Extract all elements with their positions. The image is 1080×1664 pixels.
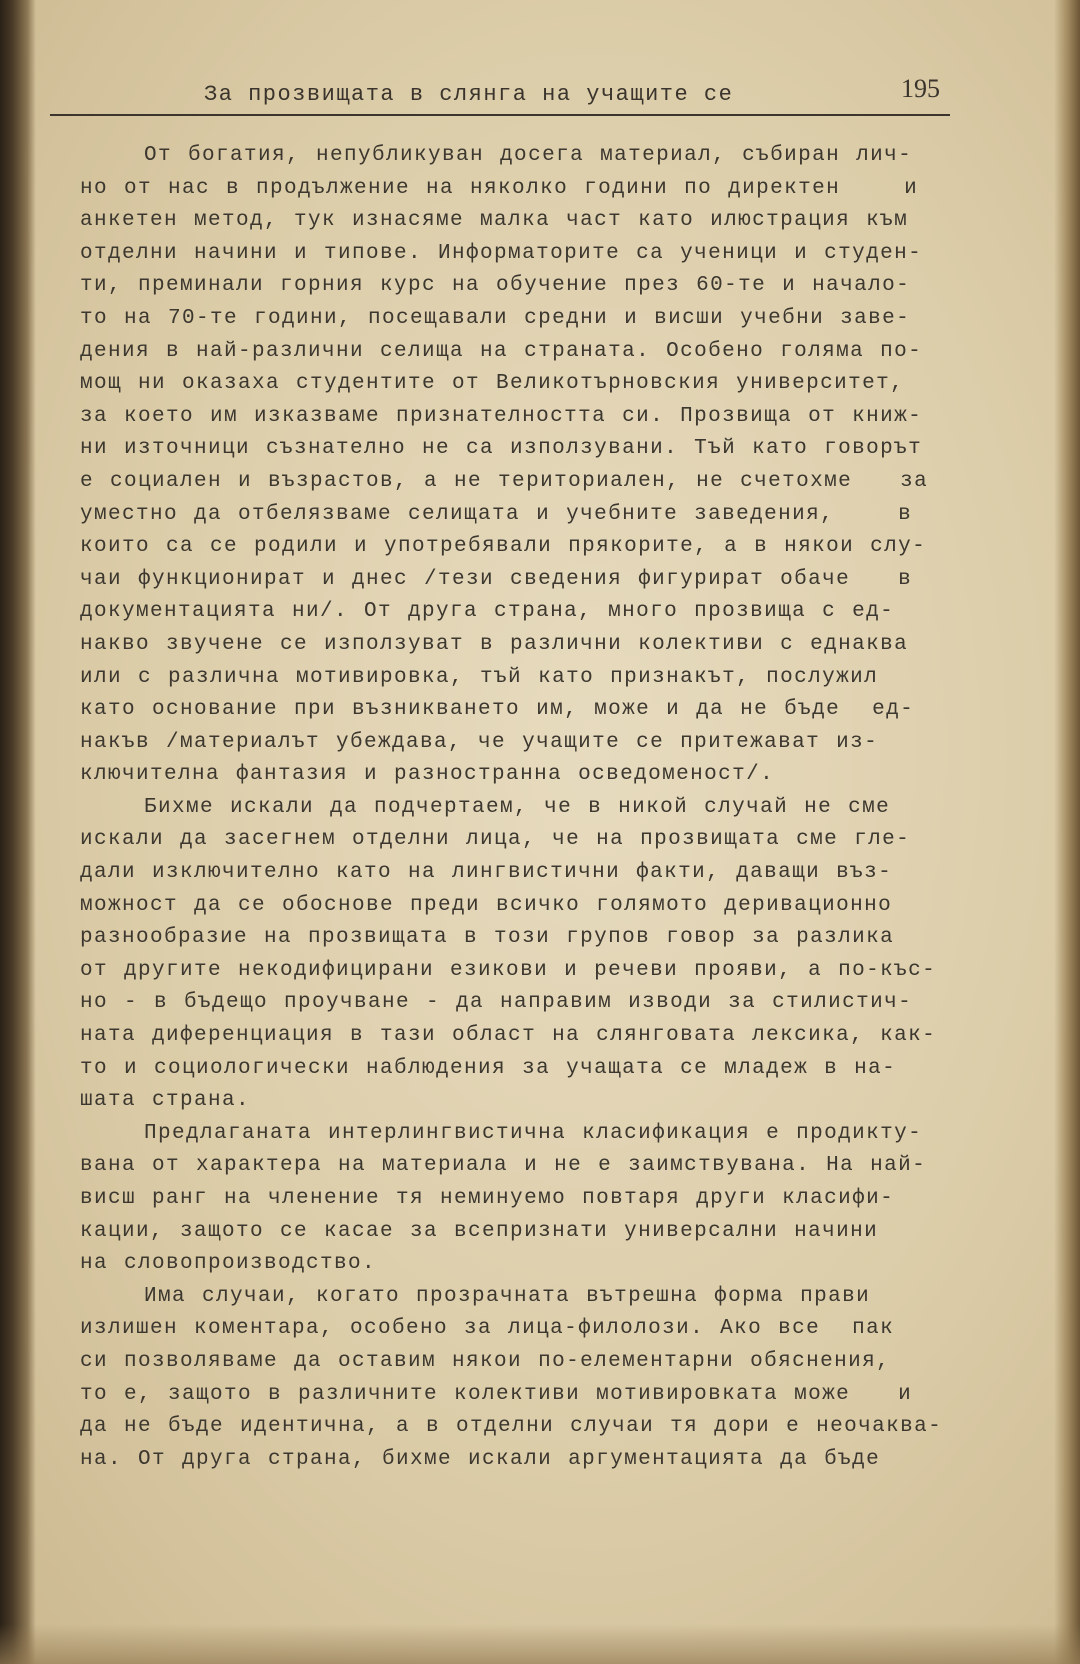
text-line: си позволяваме да оставим някои по-елементарни обяснения, bbox=[80, 1349, 891, 1373]
text-line: можност да се обоснове преди всичко голямото деривационно bbox=[80, 893, 893, 917]
text-line: дения в най-различни селища на страната. Особено голяма по- bbox=[80, 339, 923, 363]
text-line: кации, защото се касае за всепризнати универсални начини bbox=[80, 1219, 879, 1243]
text-line: като основание при възникването им, може и да не бъде ед- bbox=[80, 698, 915, 722]
text-line: ти, преминали горния курс на обучение през 60-те и начало- bbox=[80, 274, 911, 298]
binding-shadow bbox=[0, 0, 36, 1664]
text-line: които са се родили и употребявали прякорите, а в някои слу- bbox=[80, 535, 927, 559]
text-line: чаи функционират и днес /тези сведения фигурират обаче в bbox=[80, 567, 913, 591]
text-line: висш ранг на членение тя неминуемо повтаря други класифи- bbox=[80, 1187, 895, 1210]
text-line: отделни начини и типове. Информаторите са ученици и студен- bbox=[80, 241, 923, 265]
page-edge-right bbox=[1054, 0, 1080, 1664]
text-line: но - в бъдещо проучване - да направим изводи за стилистич- bbox=[80, 991, 913, 1015]
text-line: или с различна мотивировка, тъй като признакът, послужил bbox=[80, 665, 879, 689]
page-edge-bottom bbox=[0, 1624, 1080, 1664]
header-rule bbox=[50, 114, 950, 116]
text-line: накъв /материалът убеждава, че учащите се притежават из- bbox=[80, 730, 879, 754]
text-line: От богатия, непубликуван досега материал, събиран лич- bbox=[80, 144, 913, 167]
text-line: да не бъде идентична, а в отделни случаи тя дори е неочаква- bbox=[80, 1415, 943, 1439]
text-line: шата страна. bbox=[80, 1089, 251, 1113]
text-line: от другите некодифицирани езикови и речеви прояви, а по-къс- bbox=[80, 958, 937, 982]
text-line: е социален и възрастов, а не териториален, не счетохме за bbox=[80, 469, 929, 493]
text-line: ключителна фантазия и разностранна осведоменост/. bbox=[80, 763, 775, 787]
text-line: то и социологически наблюдения за учащата се младеж в на- bbox=[80, 1056, 897, 1080]
text-line: мощ ни оказаха студентите от Великотърновския университет, bbox=[80, 372, 905, 396]
text-line: искали да засегнем отделни лица, че на прозвищата сме гле- bbox=[80, 828, 911, 852]
text-line: за което им изказваме признателността си. Прозвища от книж- bbox=[80, 404, 923, 428]
text-line: ната диференциация в тази област на слянговата лексика, как- bbox=[80, 1024, 937, 1048]
text-line: документацията ни/. От друга страна, много прозвища с ед- bbox=[80, 600, 895, 624]
text-line: но от нас в продължение на няколко години по директен и bbox=[80, 176, 919, 200]
text-line: вана от характера на материала и не е заимствувана. На най- bbox=[80, 1154, 927, 1178]
text-line: на. От друга страна, бихме искали аргументацията да бъде bbox=[80, 1447, 881, 1471]
text-line: излишен коментара, особено за лица-филолози. Ако все пак bbox=[80, 1317, 895, 1341]
text-line: то на 70-те години, посещавали средни и висши учебни заве- bbox=[80, 306, 911, 330]
text-line: на словопроизводство. bbox=[80, 1252, 377, 1276]
text-line: Бихме искали да подчертаем, че в никой случай не сме bbox=[80, 795, 891, 819]
text-line: анкетен метод, тук изнасяме малка част като илюстрация към bbox=[80, 209, 909, 233]
text-line: ни източници съзнателно не са използувани. Тъй като говорът bbox=[80, 437, 923, 461]
text-line: то е, защото в различните колективи мотивировката може и bbox=[80, 1382, 913, 1406]
page-number: 195 bbox=[901, 74, 940, 103]
text-line: накво звучене се използуват в различни колективи с еднаква bbox=[80, 632, 909, 656]
text-line: Предлаганата интерлингвистична класификация е продикту- bbox=[80, 1121, 923, 1145]
text-line: Има случаи, когато прозрачната вътрешна форма прави bbox=[80, 1284, 871, 1308]
text-line: дали изключително като на лингвистични факти, даващи въз- bbox=[80, 861, 893, 885]
running-header-title: За прозвищата в слянга на учащите се bbox=[204, 82, 734, 107]
text-line: разнообразие на прозвищата в този групов говор за разлика bbox=[80, 926, 895, 950]
running-header bbox=[200, 74, 950, 114]
text-line: уместно да отбелязваме селищата и учебните заведения, в bbox=[80, 502, 913, 526]
body-text bbox=[80, 140, 970, 1476]
